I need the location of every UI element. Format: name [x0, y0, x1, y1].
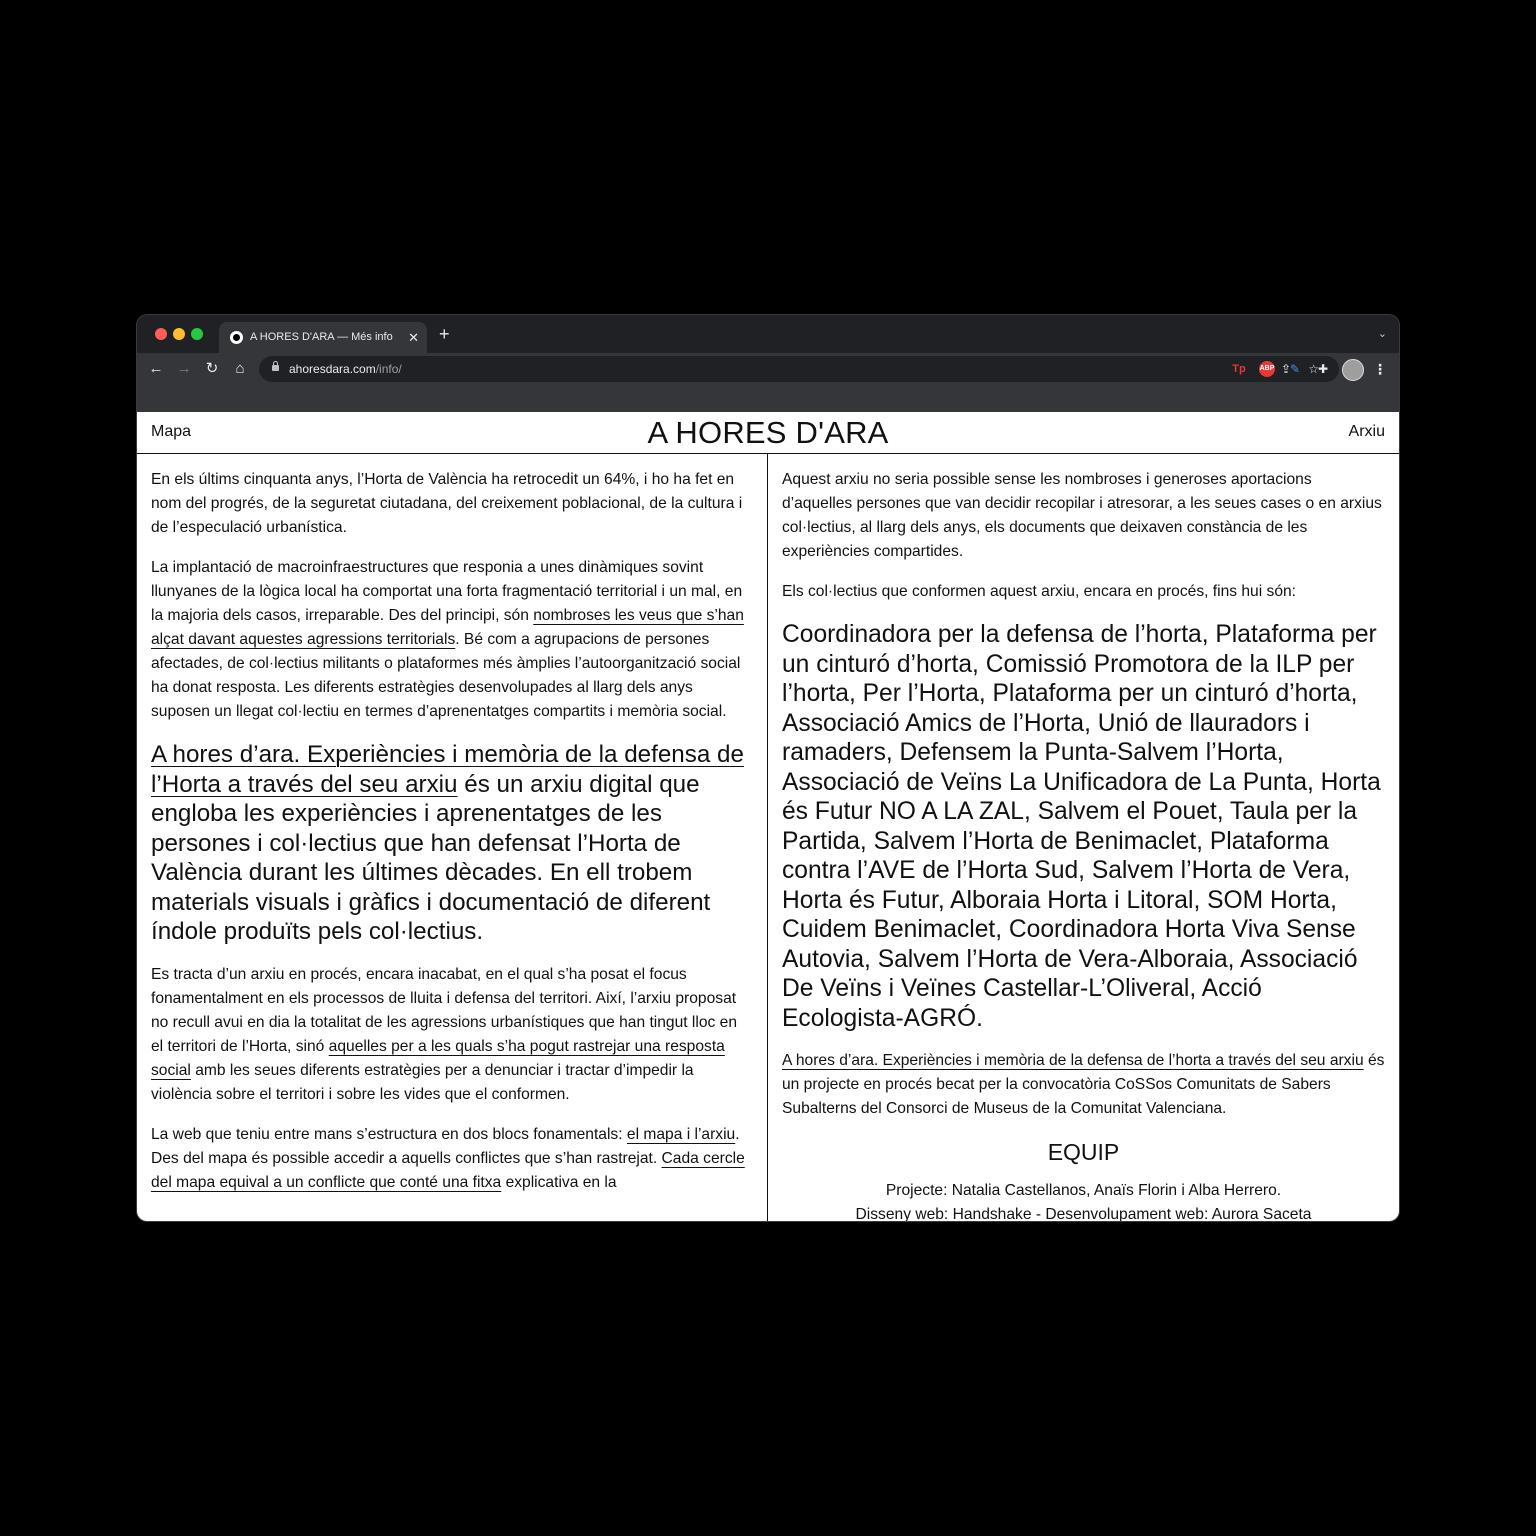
credit-design: Disseny web: Handshake - Desenvolupament web: Aurora Saceta: [855, 1206, 1312, 1221]
funding-paragraph: A hores d’ara. Experiències i memòria de la defensa de l’horta a través del seu arxiu és un projecte en procés becat per la convocatòria CoSSos Comunitats de Sabers Subalterns del Consorci de Museus de la Comunitat Valenciana.: [782, 1052, 1385, 1117]
team-heading: EQUIP: [1047, 1139, 1120, 1165]
nav-link-mapa[interactable]: Mapa: [151, 423, 192, 440]
tab-strip: [137, 315, 1399, 353]
process-paragraph: Es tracta d’un arxiu en procés, encara inacabat, en el qual s’ha posat el focus fonamentalment en els processos de lluita i defensa del territori. Així, l’arxiu proposat no recull avui en dia la totalitat de les agressions urbanístiques que han tingut lloc en el territori de l’Horta, sinó aquelles per a les quals s’ha pogut rastrejar una resposta social amb les seues diferents estratègies per a denunciar i tractar d’impedir la violència sobre el territori i sobre les vides que el conformen.: [151, 965, 738, 1103]
web-page: [137, 412, 1399, 1221]
voices-link[interactable]: nombroses les veus que s’han alçat davant aquestes agressions territorials: [151, 607, 744, 648]
project-link[interactable]: A hores d’ara. Experiències i memòria de la defensa de l’horta a través del seu arxiu: [782, 1052, 1364, 1069]
home-icon[interactable]: ⌂: [235, 360, 245, 377]
share-icon[interactable]: ⇪: [1280, 362, 1291, 376]
infrastructure-paragraph: La implantació de macroinfraestructures que responia a unes dinàmiques sovint llunyanes de la lògica local ha comportat una forta fragmentació territorial i un mal, en la majoria dels casos, irreparable. Des del principi, són nombroses les veus que s’han alçat davant aquestes agressions territorials. Bé com a agrupacions de persones afectades, de col·lectius militants o plataformes més àmplies l’autoorganització social ha donat resposta. Les diferents estratègies desenvolupades al llarg dels anys suposen un llegat col·lectiu en termes d’aprenentatges compartits i memòria social.: [151, 559, 744, 720]
extension-adblock-icon[interactable]: ABP: [1259, 361, 1275, 377]
favicon-icon: [230, 331, 243, 344]
extension-tp-icon[interactable]: Tp: [1232, 363, 1246, 375]
structure-paragraph: La web que teniu entre mans s’estructura en dos blocs fonamentals: el mapa i l’arxiu. Des del mapa és possible accedir a aquells conflictes que s’han rastrejat. Cada cercle del mapa equival a un conflicte que conté una fitxa explicativa en la: [151, 1125, 745, 1191]
collectives-intro: Els col·lectius que conformen aquest arxiu, encara en procés, fins hui són:: [782, 583, 1296, 600]
nav-link-arxiu[interactable]: Arxiu: [1348, 423, 1385, 440]
browser-window: [137, 315, 1399, 1221]
profile-avatar-icon[interactable]: [1342, 359, 1364, 381]
forward-icon[interactable]: →: [176, 360, 192, 377]
left-column: [137, 454, 768, 1221]
collectives-list: Coordinadora per la defensa de l’horta, Plataforma per un cinturó d’horta, Comissió Promotora de la ILP per l’horta, Per l’Horta, Plataforma per un cinturó d’horta, Associació Amics de l’Horta, Unió de llauradors i ramaders, Defensem la Punta-Salvem l’Horta, Associació de Veïns La Unificadora de La Punta, Horta és Futur NO A LA ZAL, Salvem el Pouet, Taula per la Partida, Salvem l’Horta de Benimaclet, Plataforma contra l’AVE de l’Horta Sud, Salvem l’Horta de Vera, Horta és Futur, Alboraia Horta i Litoral, SOM Horta, Cuidem Benimaclet, Coordinadora Horta Viva Sense Autovia, Salvem l’Horta de Vera-Alboraia, Associació De Veïns i Veïnes Castellar-L’Oliveral, Acció Ecologista-AGRÓ.: [782, 621, 1381, 1032]
browser-toolbar: [137, 353, 1399, 385]
lock-icon: [272, 365, 279, 371]
site-header: [137, 412, 1399, 454]
extension-pen-icon[interactable]: ✎: [1289, 362, 1301, 376]
tab-active[interactable]: [219, 322, 427, 353]
back-icon[interactable]: ←: [148, 360, 164, 377]
tab-title: A HORES D'ARA — Més info: [250, 331, 393, 343]
minimize-window-button[interactable]: [173, 328, 185, 340]
url-text: ahoresdara.com/info/: [289, 362, 402, 376]
zoom-window-button[interactable]: [191, 328, 203, 340]
address-bar[interactable]: [259, 356, 1339, 382]
thanks-paragraph: Aquest arxiu no seria possible sense les nombroses i generoses aportacions d’aquelles persones que van decidir recopilar i atresorar, a les seues cases o en arxius col·lectius, al llarg dels anys, els documents que deixaven constància de les experiències compartides.: [782, 471, 1382, 560]
reload-icon[interactable]: ↻: [205, 360, 219, 377]
right-column: [768, 454, 1399, 1221]
social-response-link[interactable]: aquelles per a les quals s’ha pogut rastrejar una resposta social: [151, 1037, 725, 1079]
tab-close-icon[interactable]: ✕: [408, 330, 419, 345]
tab-search-chevron-icon[interactable]: ⌄: [1377, 328, 1387, 340]
site-title[interactable]: A HORES D'ARA: [647, 415, 889, 450]
project-title-link[interactable]: A hores d’ara. Experiències i memòria de la defensa de l’Horta a través del seu arxiu: [151, 741, 744, 798]
close-window-button[interactable]: [155, 328, 167, 340]
intro-paragraph: En els últims cinquanta anys, l’Horta de València ha retrocedit un 64%, i ho ha fet en nom del progrés, de la seguretat ciutadana, del creixement poblacional, de la cultura i de l’especulació urbanística.: [151, 471, 743, 536]
extensions-puzzle-icon[interactable]: ✚: [1317, 362, 1329, 376]
new-tab-icon[interactable]: +: [439, 324, 450, 344]
bookmarks-bar: [137, 385, 1399, 412]
browser-menu-icon[interactable]: ⋮: [1373, 361, 1387, 377]
bookmark-star-icon[interactable]: ☆: [1308, 362, 1319, 376]
archive-description-paragraph: A hores d’ara. Experiències i memòria de la defensa de l’Horta a través del seu arxiu és un arxiu digital que engloba les experiències i aprenentatges de les persones i col·lectius que han defensat l’Horta de València durant les últimes dècades. En ell trobem materials visuals i gràfics i documentació de diferent índole produïts pels col·lectius.: [151, 741, 744, 945]
map-archive-link[interactable]: el mapa i l’arxiu: [626, 1125, 736, 1143]
credit-project: Projecte: Natalia Castellanos, Anaïs Florin i Alba Herrero.: [885, 1182, 1282, 1199]
map-circle-link[interactable]: Cada cercle del mapa equival a un conflicte que conté una fitxa: [151, 1149, 745, 1191]
